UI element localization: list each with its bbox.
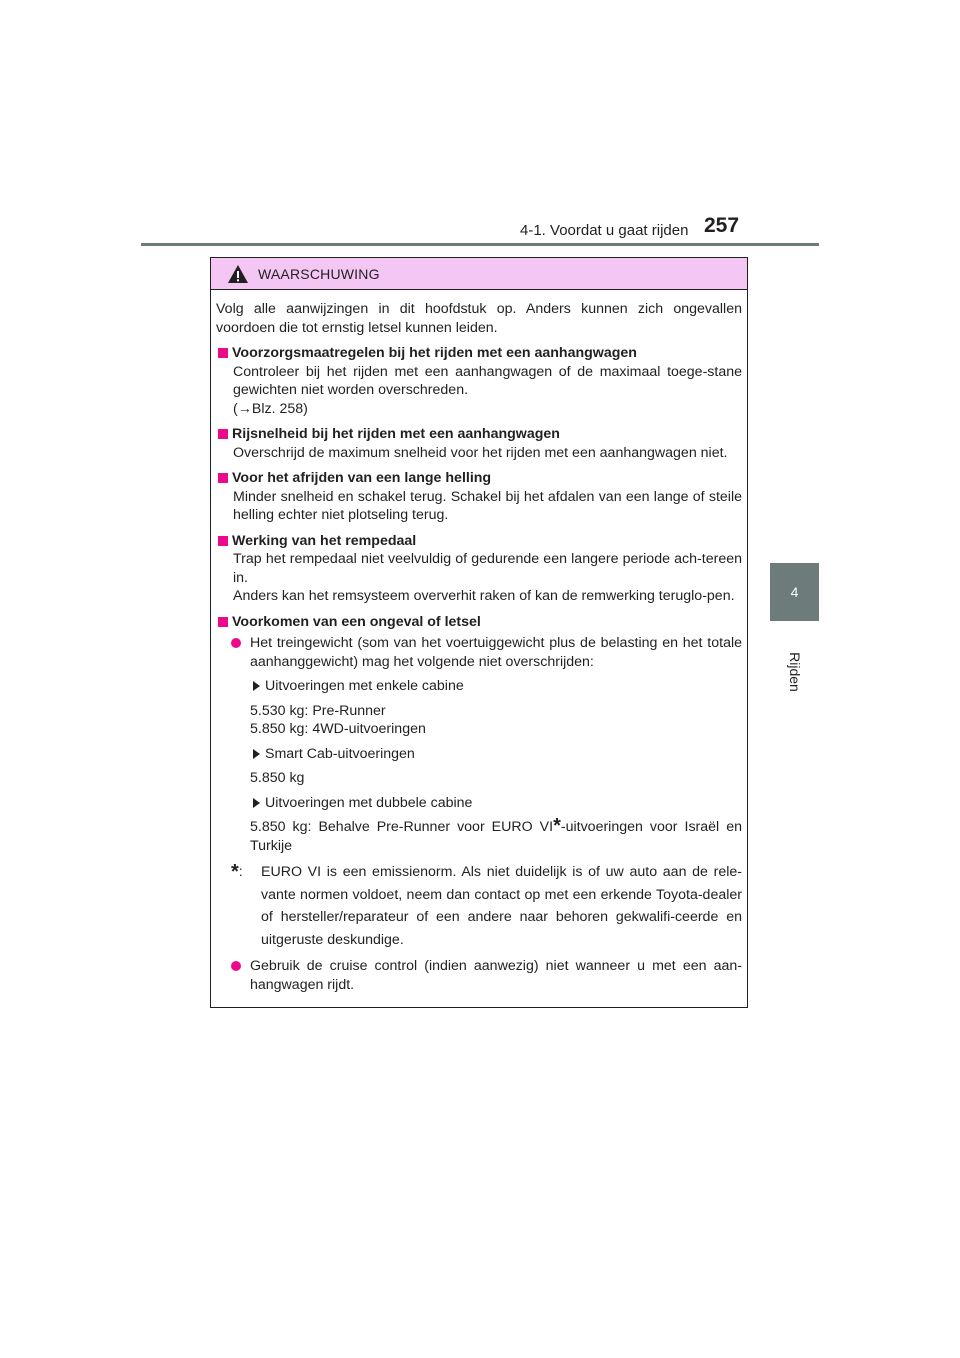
section-square-icon <box>218 536 228 546</box>
warning-header <box>211 258 747 290</box>
footnote <box>216 861 742 951</box>
chapter-tab[interactable] <box>770 563 819 621</box>
header-section-title: 4-1. Voordat u gaat rijden <box>520 222 689 239</box>
section-heading: Voor het afrijden van een lange helling <box>232 470 492 486</box>
triangle-right-icon <box>253 798 260 808</box>
weight-line: 5.530 kg: Pre-Runner <box>250 702 386 719</box>
footnote-text: EURO VI is een emissienorm. Als niet duidelijk is of uw auto aan de rele-vante normen voldoet, neem dan contact op met een erkende Toyota-dealer of hersteller/reparateur of een andere naar behoren gekwalifi-ceerde en uitgeruste deskundige. <box>261 864 742 948</box>
section-square-icon <box>218 617 228 627</box>
chapter-number: 4 <box>790 584 799 600</box>
bullet-item <box>216 634 742 671</box>
page-number: 257 <box>704 214 740 237</box>
sub-heading-smart-cab: Smart Cab-uitvoeringen <box>250 745 742 764</box>
bullet-dot-icon <box>231 961 241 971</box>
warning-title: WAARSCHUWING <box>258 265 380 282</box>
section-square-icon <box>218 473 228 483</box>
warning-body <box>211 290 747 994</box>
weight-line: 5.850 kg: Behalve Pre-Runner voor EURO VI*-uitvoeringen voor Israël en Turkije <box>250 815 742 854</box>
section-text: Controleer bij het rijden met een aanhangwagen of de maximaal toege-stane gewichten niet worden overschreden. <box>233 363 742 398</box>
footnote-star: * <box>553 815 561 837</box>
bullet-text: Het treingewicht (som van het voertuiggewicht plus de belasting en het totale aanhanggewicht) mag het volgende niet overschrijden: <box>250 635 742 670</box>
warning-triangle-icon <box>227 264 249 284</box>
header-rule <box>141 243 819 246</box>
bullet-item <box>216 957 742 994</box>
section-heading: Voorzorgsmaatregelen bij het rijden met een aanhangwagen <box>232 345 637 361</box>
section-trailer-speed <box>216 425 742 462</box>
page-reference-link[interactable]: (→Blz. 258) <box>233 400 308 417</box>
footnote-marker: *: <box>231 861 243 883</box>
section-text-continued: Anders kan het remsysteem oververhit raken of kan de remwerking teruglo-pen. <box>233 588 735 604</box>
section-square-icon <box>218 429 228 439</box>
sub-heading-double-cab: Uitvoeringen met dubbele cabine <box>250 794 742 813</box>
section-text: Trap het rempedaal niet veelvuldig of gedurende een langere periode ach-tereen in. <box>233 551 742 586</box>
triangle-right-icon <box>253 681 260 691</box>
section-brake-pedal <box>216 532 742 606</box>
section-heading: Voorkomen van een ongeval of letsel <box>232 613 481 630</box>
chapter-label-text: Rijden <box>787 652 804 692</box>
warning-box <box>210 257 748 1008</box>
section-heading: Werking van het rempedaal <box>232 532 417 549</box>
section-square-icon <box>218 348 228 358</box>
weight-line: 5.850 kg <box>250 770 305 786</box>
section-trailer-precautions <box>216 344 742 418</box>
chapter-label <box>777 632 813 712</box>
bullet-text: Gebruik de cruise control (indien aanwezig) niet wanneer u met een aan-hangwagen rijdt. <box>250 958 742 993</box>
section-text: Overschrijd de maximum snelheid voor het rijden met een aanhangwagen niet. <box>233 444 728 461</box>
section-heading: Rijsnelheid bij het rijden met een aanhangwagen <box>232 426 560 442</box>
sub-heading-single-cab: Uitvoeringen met enkele cabine <box>250 677 742 696</box>
triangle-right-icon <box>253 749 260 759</box>
section-text: Minder snelheid en schakel terug. Schakel bij het afdalen van een lange of steile helling echter niet plotseling terug. <box>233 488 742 523</box>
weight-line: 5.850 kg: 4WD-uitvoeringen <box>250 721 426 737</box>
section-downhill <box>216 469 742 525</box>
section-prevent-accident <box>216 613 742 995</box>
warning-intro: Volg alle aanwijzingen in dit hoofdstuk op. Anders kunnen zich ongevallen voordoen die tot ernstig letsel kunnen leiden. <box>216 301 742 336</box>
bullet-dot-icon <box>231 638 241 648</box>
